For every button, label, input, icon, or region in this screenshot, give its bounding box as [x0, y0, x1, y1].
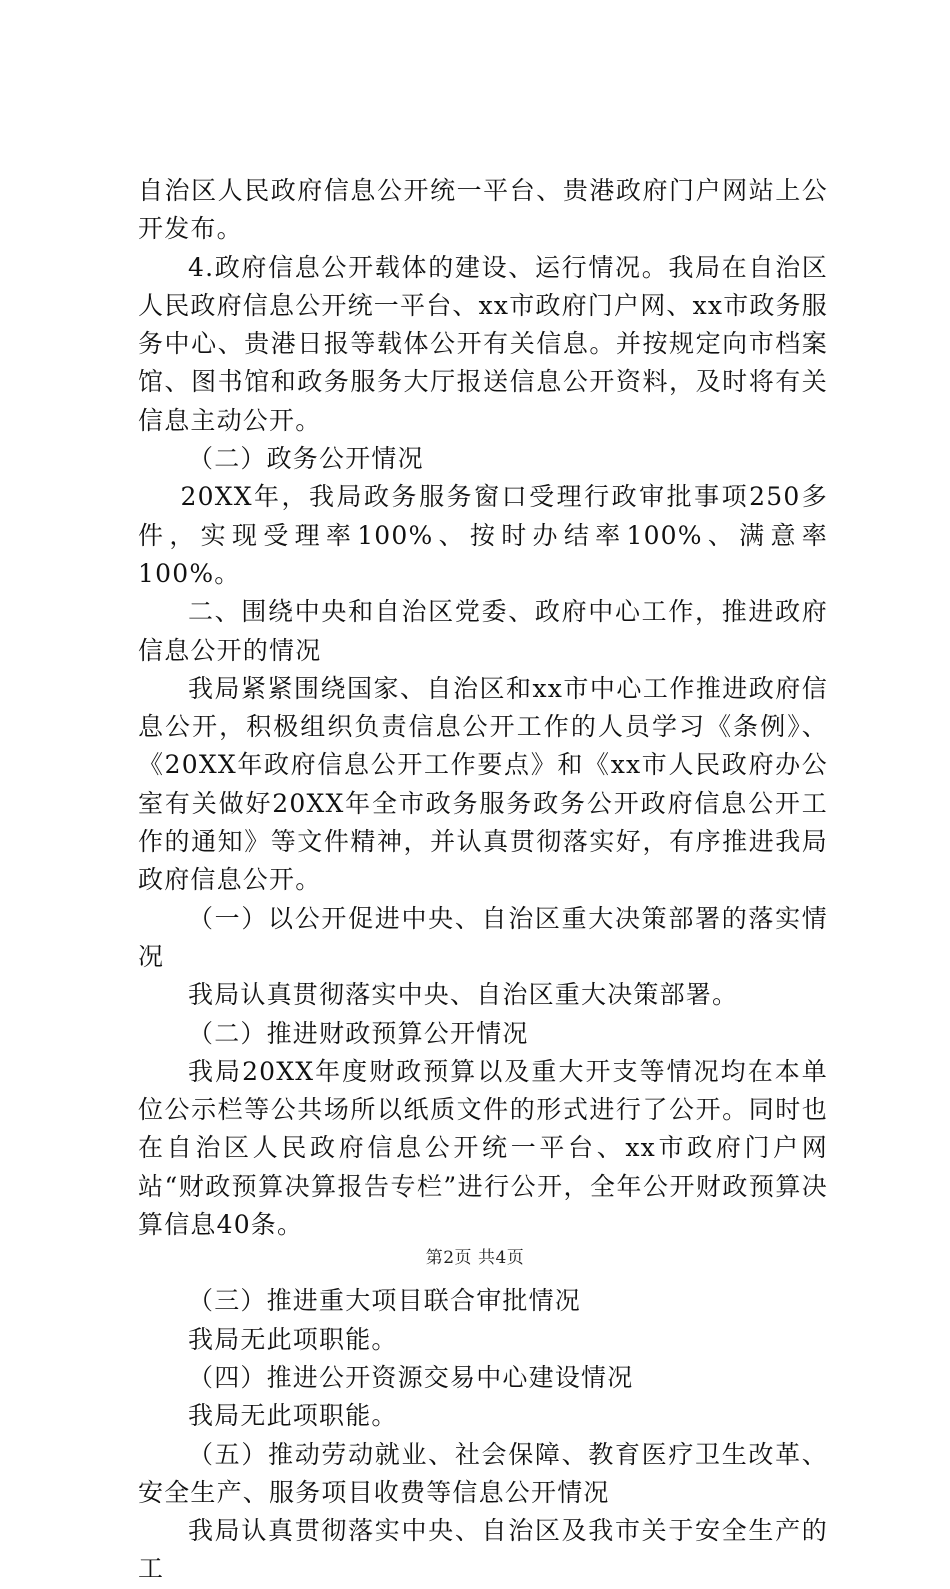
- section-heading-2: （二）政务公开情况: [188, 444, 424, 474]
- paragraph-3: 20XX年，我局政务服务窗口受理行政审批事项250多件，实现受理率100%、按时办结率100%、满意率100%。: [138, 482, 828, 588]
- paragraph-13: 我局无此项职能。: [188, 1401, 398, 1431]
- section-heading-10: （三）推进重大项目联合审批情况: [188, 1286, 582, 1316]
- section-heading-6: （一）以公开促进中央、自治区重大决策部署的落实情况: [138, 903, 828, 971]
- paragraph-5: 我局紧紧围绕国家、自治区和xx市中心工作推进政府信息公开，积极组织负责信息公开工作的人员学习《条例》、《20XX年政府信息公开工作要点》和《xx市人民政府办公室有关做好20XX年全市政务服务政务公开政府信息公开工作的通知》等文件精神，并认真贯彻落实好，有序推进我局政府信息公开。: [138, 673, 828, 895]
- section-heading-12: （四）推进公开资源交易中心建设情况: [188, 1362, 634, 1392]
- document-body: [138, 172, 828, 1589]
- paragraph-15: 我局认真贯彻落实中央、自治区及我市关于安全生产的工: [138, 1516, 828, 1584]
- paragraph-1: 4.政府信息公开载体的建设、运行情况。我局在自治区人民政府信息公开统一平台、xx市政府门户网、xx市政务服务中心、贵港日报等载体公开有关信息。并按规定向市档案馆、图书馆和政务服务大厅报送信息公开资料，及时将有关信息主动公开。: [138, 252, 828, 435]
- section-heading-8: （二）推进财政预算公开情况: [188, 1018, 529, 1048]
- section-heading-4: 二、围绕中央和自治区党委、政府中心工作，推进政府信息公开的情况: [138, 597, 828, 665]
- paragraph-0: 自治区人民政府信息公开统一平台、贵港政府门户网站上公开发布。: [138, 176, 828, 244]
- paragraph-11: 我局无此项职能。: [188, 1324, 398, 1354]
- paragraph-7: 我局认真贯彻落实中央、自治区重大决策部署。: [188, 980, 739, 1010]
- page-number-footer: 第2页 共4页: [425, 1248, 525, 1268]
- section-heading-14: （五）推动劳动就业、社会保障、教育医疗卫生改革、安全生产、服务项目收费等信息公开情况: [138, 1439, 828, 1507]
- paragraph-9: 我局20XX年度财政预算以及重大开支等情况均在本单位公示栏等公共场所以纸质文件的形式进行了公开。同时也在自治区人民政府信息公开统一平台、xx市政府门户网站“财政预算决算报告专栏”进行公开，全年公开财政预算决算信息40条。: [138, 1056, 828, 1240]
